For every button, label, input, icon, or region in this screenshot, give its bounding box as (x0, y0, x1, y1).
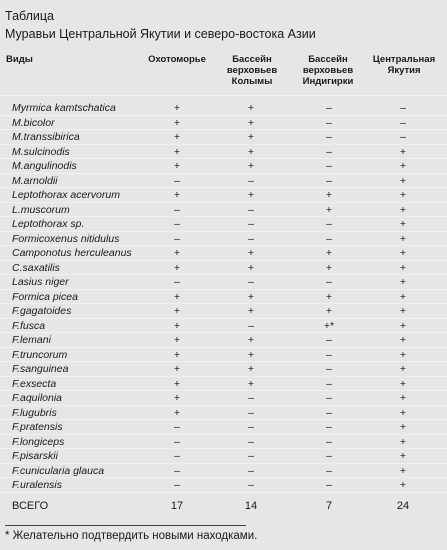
presence-cell: + (399, 450, 407, 462)
presence-cell: + (325, 203, 333, 216)
presence-cell: + (399, 406, 407, 419)
presence-cell: + (173, 160, 181, 172)
presence-cell: – (400, 116, 406, 129)
presence-cell: + (399, 145, 407, 158)
presence-cell: + (173, 392, 181, 404)
total-okhotomorye: 17 (170, 500, 184, 512)
presence-cell: – (326, 160, 332, 172)
table-row (0, 290, 447, 305)
presence-cell: – (248, 435, 254, 448)
species-name: L.muscorum (12, 203, 70, 216)
presence-cell: + (325, 261, 333, 274)
presence-cell: – (326, 464, 332, 477)
species-name: M.arnoldii (12, 174, 58, 187)
table-row (0, 217, 447, 232)
table-row (0, 145, 447, 160)
presence-cell: – (174, 174, 180, 187)
table-title: Муравьи Центральной Якутии и северо-востока Азии (5, 27, 316, 41)
species-name: F.lugubris (12, 406, 57, 419)
presence-cell: – (174, 232, 180, 245)
species-name: F.exsecta (12, 377, 57, 390)
table-row (0, 261, 447, 276)
table-row (0, 362, 447, 377)
presence-cell: – (248, 218, 254, 230)
presence-cell: + (173, 319, 181, 332)
presence-cell: – (248, 392, 254, 404)
species-name: Formica picea (12, 290, 78, 303)
presence-cell: – (326, 363, 332, 375)
presence-cell: – (326, 348, 332, 361)
presence-cell: + (399, 435, 407, 448)
presence-cell: + (173, 363, 181, 375)
table-row (0, 333, 447, 348)
presence-cell: – (248, 232, 254, 245)
presence-cell: + (399, 218, 407, 230)
presence-cell: + (325, 189, 333, 201)
table-body (0, 101, 447, 493)
footnote: * Желательно подтвердить новыми находками. (5, 530, 258, 542)
presence-cell: + (399, 160, 407, 172)
species-name: F.sanguinea (12, 363, 69, 375)
presence-cell: – (248, 276, 254, 288)
presence-cell: – (174, 479, 180, 491)
presence-cell: – (326, 218, 332, 230)
species-name: Camponotus herculeanus (12, 247, 132, 259)
presence-cell: – (326, 116, 332, 129)
presence-cell: + (399, 276, 407, 288)
presence-cell: + (399, 464, 407, 477)
species-name: Leptothorax acervorum (12, 189, 120, 201)
total-central-yakutia: 24 (396, 500, 410, 512)
presence-cell: + (247, 305, 255, 317)
presence-cell: + (399, 421, 407, 433)
presence-cell: + (247, 131, 255, 143)
presence-cell: + (399, 363, 407, 375)
presence-cell: – (248, 174, 254, 187)
presence-cell: – (326, 377, 332, 390)
table-row (0, 130, 447, 145)
presence-cell: – (174, 450, 180, 462)
total-label: ВСЕГО (12, 500, 49, 512)
presence-cell: + (325, 305, 333, 317)
presence-cell: – (248, 464, 254, 477)
presence-cell: + (399, 189, 407, 201)
table-row (0, 478, 447, 493)
species-name: M.bicolor (12, 116, 55, 129)
presence-cell: + (247, 363, 255, 375)
presence-cell: – (174, 218, 180, 230)
table-row (0, 304, 447, 319)
species-name: M.angulinodis (12, 160, 77, 172)
presence-cell: + (247, 116, 255, 129)
presence-cell: + (399, 319, 407, 332)
presence-cell: – (400, 131, 406, 143)
table-row (0, 203, 447, 218)
species-name: F.aquilonia (12, 392, 63, 404)
presence-cell: + (173, 334, 181, 346)
presence-cell: – (326, 421, 332, 433)
presence-cell: + (173, 261, 181, 274)
species-name: F.gagatoides (12, 305, 72, 317)
presence-cell: – (174, 435, 180, 448)
table-row (0, 319, 447, 334)
presence-cell: + (399, 377, 407, 390)
presence-cell: + (247, 145, 255, 158)
presence-cell: + (173, 377, 181, 390)
presence-cell: – (248, 203, 254, 216)
species-name: Myrmica kamtschatica (12, 102, 116, 114)
presence-cell: + (399, 479, 407, 491)
presence-cell: + (173, 131, 181, 143)
presence-cell: + (173, 290, 181, 303)
presence-cell: – (248, 421, 254, 433)
presence-cell: + (399, 203, 407, 216)
species-name: M.transsibirica (12, 131, 80, 143)
table-row (0, 348, 447, 363)
presence-cell: – (400, 102, 406, 114)
presence-cell: + (399, 305, 407, 317)
presence-cell: – (326, 131, 332, 143)
presence-cell: – (326, 334, 332, 346)
table-row (0, 275, 447, 290)
species-name: F.fusca (12, 319, 46, 332)
table-row (0, 246, 447, 261)
presence-cell: + (173, 305, 181, 317)
presence-cell: – (326, 479, 332, 491)
presence-cell: – (326, 102, 332, 114)
presence-cell: – (326, 435, 332, 448)
table-row (0, 464, 447, 479)
presence-cell: – (326, 450, 332, 462)
presence-cell: + (325, 247, 333, 259)
species-name: Formicoxenus nitidulus (12, 232, 120, 245)
species-name: F.truncorum (12, 348, 68, 361)
presence-cell: + (173, 247, 181, 259)
presence-cell: + (173, 145, 181, 158)
species-name: F.pratensis (12, 421, 63, 433)
species-name: F.lemani (12, 334, 51, 346)
presence-cell: + (399, 334, 407, 346)
presence-cell: + (399, 290, 407, 303)
table-row (0, 174, 447, 189)
presence-cell: + (247, 334, 255, 346)
presence-cell: + (247, 261, 255, 274)
table-row (0, 159, 447, 174)
presence-cell: – (174, 421, 180, 433)
presence-cell: + (247, 247, 255, 259)
presence-cell: + (173, 189, 181, 201)
presence-cell: – (248, 450, 254, 462)
presence-cell: – (248, 479, 254, 491)
presence-cell: – (174, 464, 180, 477)
table-row (0, 188, 447, 203)
species-name: F.longiceps (12, 435, 65, 448)
species-name: M.sulcinodis (12, 145, 70, 158)
presence-cell: – (174, 276, 180, 288)
presence-cell: + (399, 247, 407, 259)
table-header (0, 52, 447, 96)
species-name: F.pisarskii (12, 450, 58, 462)
header-indigirka: Бассейн верховьев Индигирки (302, 54, 354, 87)
table-row (0, 406, 447, 421)
presence-cell: + (399, 392, 407, 404)
species-name: F.cunicularia glauca (12, 464, 105, 477)
table-row (0, 435, 447, 450)
presence-cell: – (326, 174, 332, 187)
presence-cell: + (247, 160, 255, 172)
presence-cell: + (247, 102, 255, 114)
presence-cell: + (325, 290, 333, 303)
presence-cell: + (173, 406, 181, 419)
presence-cell: + (247, 189, 255, 201)
table-row (0, 232, 447, 247)
presence-cell: +* (323, 319, 335, 332)
presence-cell: + (399, 232, 407, 245)
species-name: C.saxatilis (12, 261, 60, 274)
table-row (0, 391, 447, 406)
presence-cell: – (326, 406, 332, 419)
presence-cell: – (326, 232, 332, 245)
presence-cell: – (326, 392, 332, 404)
presence-cell: + (399, 348, 407, 361)
species-name: Lasius niger (12, 276, 69, 288)
presence-cell: + (247, 290, 255, 303)
species-name: Leptothorax sp. (12, 218, 85, 230)
header-okhotomorye: Охотоморье (148, 54, 206, 65)
table-row (0, 420, 447, 435)
table-label: Таблица (5, 9, 55, 23)
presence-cell: + (173, 102, 181, 114)
total-kolyma: 14 (244, 500, 258, 512)
table-row (0, 101, 447, 116)
presence-cell: + (247, 377, 255, 390)
presence-cell: – (248, 406, 254, 419)
presence-cell: + (173, 348, 181, 361)
presence-cell: + (173, 116, 181, 129)
presence-cell: – (174, 203, 180, 216)
header-kolyma: Бассейн верховьев Колымы (226, 54, 278, 87)
table-row (0, 377, 447, 392)
total-indigirka: 7 (325, 500, 333, 512)
presence-cell: + (399, 174, 407, 187)
header-species: Виды (6, 54, 33, 65)
footnote-divider (5, 525, 246, 526)
table-row (0, 449, 447, 464)
presence-cell: + (399, 261, 407, 274)
total-row (0, 499, 447, 514)
presence-cell: – (248, 319, 254, 332)
species-name: F.uralensis (12, 479, 62, 491)
presence-cell: + (247, 348, 255, 361)
header-central-yakutia: Центральная Якутия (372, 54, 436, 76)
presence-cell: – (326, 145, 332, 158)
table-row (0, 116, 447, 131)
presence-cell: – (326, 276, 332, 288)
